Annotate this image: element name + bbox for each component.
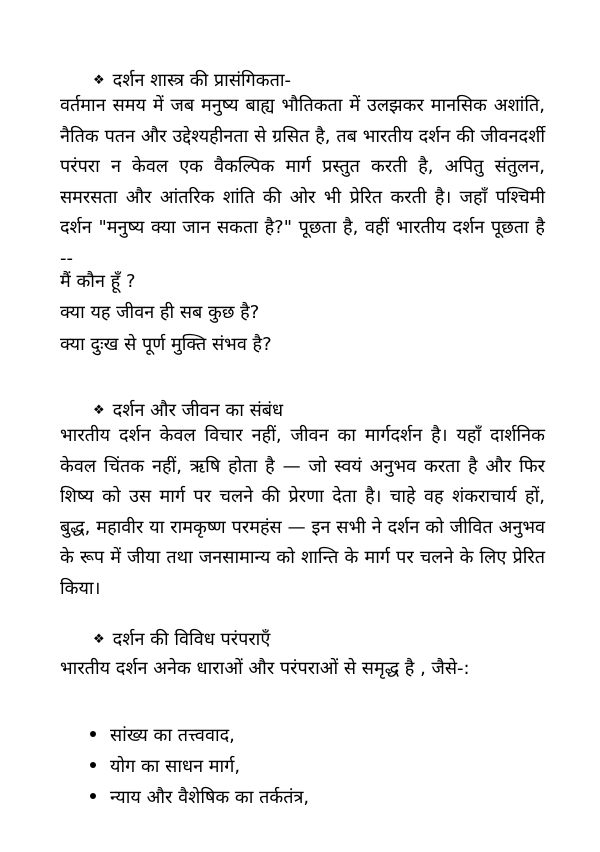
section-heading-text: दर्शन और जीवन का संबंध (112, 400, 284, 421)
bullet-dot-icon (90, 731, 96, 737)
diamond-bullet-icon: ❖ (93, 73, 105, 88)
list-item-text: न्याय और वैशेषिक का तर्कतंत्र, (110, 787, 310, 808)
life-relation-paragraph: भारतीय दर्शन केवल विचार नहीं, जीवन का मार्गदर्शन है। यहाँ दार्शनिक केवल चिंतक नहीं, ऋषि होता है — जो स्वयं अनुभव करता है और फिर शिष्य को उस मार्ग पर चलने की प्रेरणा देता है। चाहे वह शंकराचार्य हों, बुद्ध, महावीर या रामकृष्ण परमहंस — इन सभी ने दर्शन को जीवित अनुभव के रूप में जीया तथा जनसामान्य को शान्ति के मार्ग पर चलने के लिए प्रेरित किया। (60, 425, 545, 599)
section-heading-text: दर्शन शास्त्र की प्रासंगिकता- (112, 70, 292, 91)
question-line: क्या दुःख से पूर्ण मुक्ति संभव है? (60, 334, 272, 355)
relevance-paragraph: वर्तमान समय में जब मनुष्य बाह्य भौतिकता में उलझकर मानसिक अशांति, नैतिक पतन और उद्देश्यहीनता से ग्रसित है, तब भारतीय दर्शन की जीवनदर्शी परंपरा न केवल एक वैकल्पिक मार्ग प्रस्तुत करती है, अपितु संतुलन, समरसता और आंतरिक शांति की ओर भी प्रेरित करती है। जहाँ पश्चिमी दर्शन "मनुष्य क्या जान सकता है?" पूछता है, वहीं भारतीय दर्शन पूछता है -- (60, 95, 545, 269)
section-heading-text: दर्शन की विविध परंपराएँ (112, 629, 271, 650)
diamond-bullet-icon: ❖ (93, 403, 105, 418)
question-line: क्या यह जीवन ही सब कुछ है? (60, 302, 260, 323)
list-item-text: सांख्य का तत्त्ववाद, (110, 725, 235, 746)
bullet-dot-icon (90, 762, 96, 768)
list-item-text: योग का साधन मार्ग, (110, 756, 241, 777)
list-item (90, 785, 309, 811)
section-heading-traditions (93, 627, 270, 653)
diamond-bullet-icon: ❖ (93, 632, 105, 647)
list-item (90, 723, 235, 749)
bullet-dot-icon (90, 793, 96, 799)
list-item (90, 754, 240, 780)
traditions-intro: भारतीय दर्शन अनेक धाराओं और परंपराओं से समृद्ध है , जैसे-: (60, 658, 470, 679)
question-line: मैं कौन हूँ ? (60, 271, 136, 292)
